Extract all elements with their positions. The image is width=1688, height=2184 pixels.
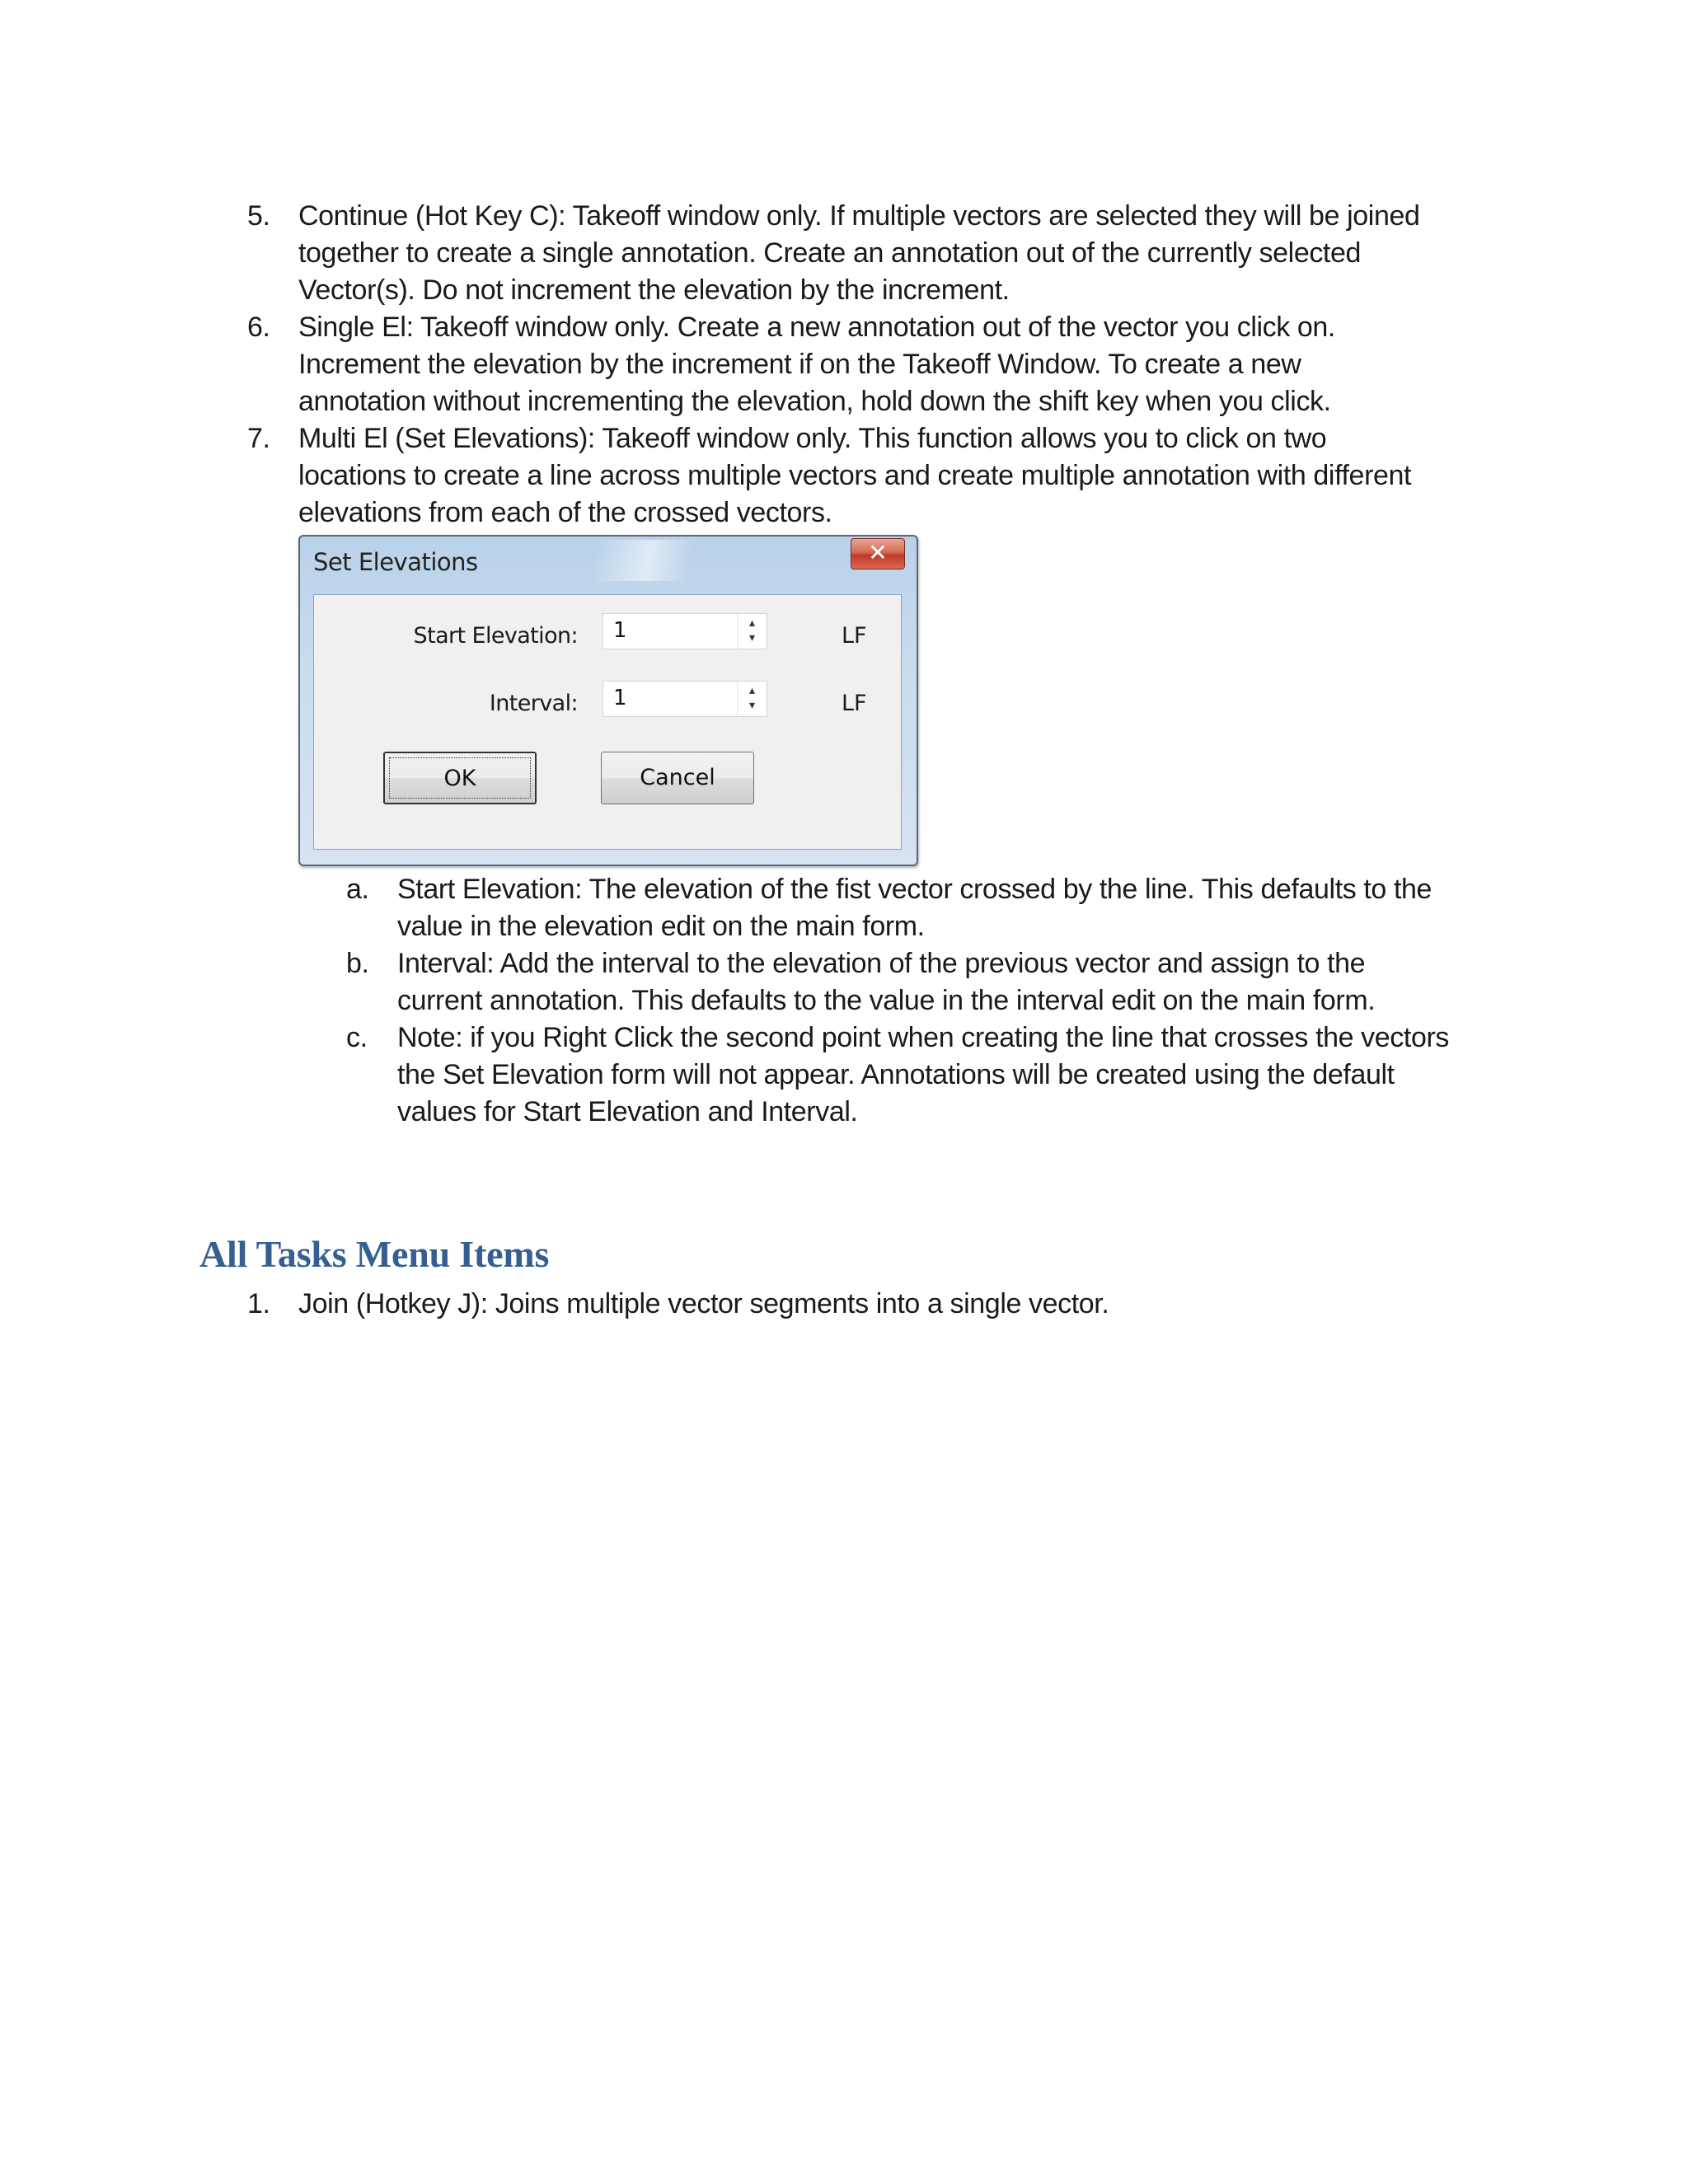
sublist-line: Note: if you Right Click the second point when creating the line that crosses the vectors <box>397 1022 1449 1053</box>
list-item-join <box>247 1286 1485 1323</box>
list-number: 1. <box>247 1288 270 1319</box>
list-line: elevations from each of the crossed vectors. <box>298 497 832 528</box>
list-line: Multi El (Set Elevations): Takeoff window only. This function allows you to click on two <box>298 423 1327 454</box>
start-elevation-input[interactable] <box>603 613 767 649</box>
list-line: Single El: Takeoff window only. Create a new annotation out of the vector you click on. <box>298 312 1335 343</box>
dialog-title: Set Elevations <box>313 548 478 576</box>
interval-value: 1 <box>613 686 627 710</box>
sublist-line: Start Elevation: The elevation of the fist vector crossed by the line. This defaults to the <box>397 874 1432 905</box>
sublist-letter: c. <box>346 1022 368 1053</box>
sublist-line: current annotation. This defaults to the value in the interval edit on the main form. <box>397 985 1376 1016</box>
list-line: locations to create a line across multiple vectors and create multiple annotation with different <box>298 460 1412 491</box>
ok-button[interactable]: OK <box>383 752 537 804</box>
interval-label: Interval: <box>489 691 578 716</box>
start-elevation-unit: LF <box>842 623 867 649</box>
spin-up-icon[interactable]: ▴ <box>748 616 756 630</box>
sublist-line: values for Start Elevation and Interval. <box>397 1096 858 1127</box>
spin-down-icon[interactable]: ▾ <box>748 699 756 712</box>
sublist-letter: a. <box>346 874 369 905</box>
sublist-line: Interval: Add the interval to the elevation of the previous vector and assign to the <box>397 948 1366 979</box>
numbered-list <box>0 198 1688 1131</box>
sublist-line: the Set Elevation form will not appear. Annotations will be created using the default <box>397 1059 1395 1090</box>
close-icon[interactable]: ✕ <box>851 538 905 569</box>
sublist-item-note <box>346 1019 1493 1131</box>
dialog-body <box>313 594 902 850</box>
interval-unit: LF <box>842 691 867 716</box>
start-elevation-label: Start Elevation: <box>413 623 578 649</box>
all-tasks-list <box>0 1286 1688 1323</box>
title-bar-glass <box>597 540 729 581</box>
list-line: Join (Hotkey J): Joins multiple vector segments into a single vector. <box>298 1288 1109 1319</box>
list-number: 5. <box>247 200 270 232</box>
sublist-item-interval <box>346 945 1493 1019</box>
cancel-button[interactable]: Cancel <box>601 752 754 804</box>
section-heading: All Tasks Menu Items <box>199 1233 550 1275</box>
list-line: Vector(s). Do not increment the elevation by the increment. <box>298 274 1010 306</box>
start-elevation-spinner[interactable] <box>737 614 767 649</box>
interval-input[interactable] <box>603 681 767 717</box>
start-elevation-value: 1 <box>613 618 627 643</box>
sublist-item-start-elevation <box>346 871 1493 945</box>
list-line: Continue (Hot Key C): Takeoff window only. If multiple vectors are selected they will be joined <box>298 200 1420 232</box>
spin-up-icon[interactable]: ▴ <box>748 684 756 697</box>
spin-down-icon[interactable]: ▾ <box>748 631 756 644</box>
list-line: Increment the elevation by the increment if on the Takeoff Window. To create a new <box>298 349 1301 380</box>
list-item-continue <box>247 198 1485 309</box>
sublist-line: value in the elevation edit on the main form. <box>397 911 925 942</box>
sublist-letter: b. <box>346 948 369 979</box>
list-line: annotation without incrementing the elevation, hold down the shift key when you click. <box>298 386 1331 417</box>
list-line: together to create a single annotation. Create an annotation out of the currently selected <box>298 237 1361 269</box>
list-item-single-el <box>247 309 1485 420</box>
list-number: 6. <box>247 312 270 343</box>
set-elevations-dialog <box>298 535 918 866</box>
list-number: 7. <box>247 423 270 454</box>
list-item-multi-el <box>247 420 1485 532</box>
interval-spinner[interactable] <box>737 682 767 716</box>
